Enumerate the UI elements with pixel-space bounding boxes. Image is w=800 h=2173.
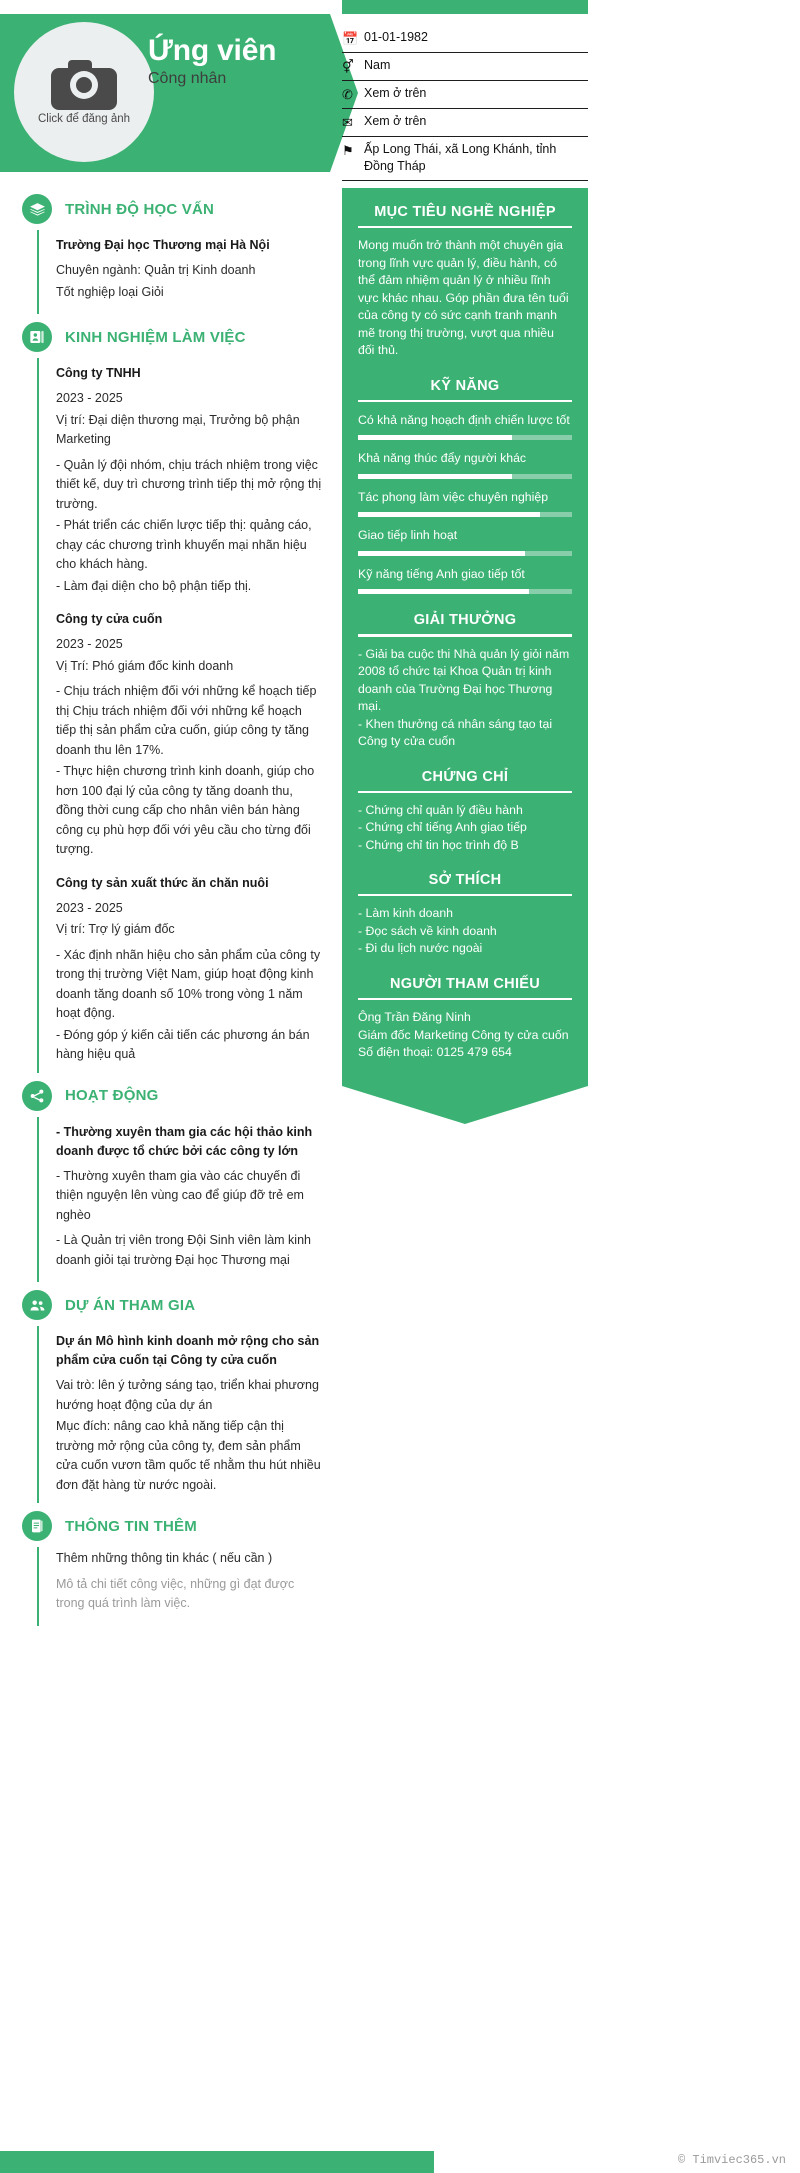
candidate-role: Công nhân [148,70,227,87]
job-period: 2023 - 2025 [56,900,123,915]
additional-placeholder: Mô tả chi tiết công việc, những gì đạt được trong quá trình làm việc. [56,1576,295,1610]
contact-top-accent [342,0,588,14]
additional-section [22,1505,322,1626]
section-rule [358,998,572,1000]
contact-row [342,25,588,53]
experience-title: KINH NGHIỆM LÀM VIỆC [65,328,246,346]
skill-bar-fill [358,512,540,517]
skill-label: Có khả năng hoạch định chiến lược tốt [358,412,570,427]
job-company: Công ty TNHH [56,366,141,380]
reference-line: Số điện thoại: 0125 479 654 [358,1045,512,1060]
photo-upload-button[interactable] [14,22,154,162]
gender-icon: ⚥ [342,59,354,74]
job-bullet: - Xác định nhãn hiệu cho sản phẩm của công ty trong thị trường Việt Nam, giúp hoạt động kinh doanh tăng doanh số 10% trong vòng 1 năm hoạt động. [56,947,321,1020]
skill-bar-fill [358,551,525,556]
projects-body [37,1326,322,1503]
certificate-item: - Chứng chỉ quản lý điều hành [358,802,523,817]
project-highlight: Dự án Mô hình kinh doanh mở rộng cho sản phẩm cửa cuốn tại Công ty cửa cuốn [56,1334,320,1367]
sidebar [342,188,588,1086]
spacer [56,598,322,606]
skill-bar-track [358,474,572,479]
job-bullet: - Chịu trách nhiệm đối với những kể hoạch tiếp thị Chịu trách nhiệm đối với những kể hoạch tiếp thị sản phẩm cửa cuốn, giúp công ty tăng doanh thu lên 17%. [56,684,317,757]
reference-line: Ông Trần Đăng Ninh [358,1010,471,1025]
section-rule [358,226,572,228]
job-position: Vị trí: Đại diện thương mại, Trưởng bộ phận Marketing [56,412,300,446]
awards-title: GIẢI THƯỞNG [413,612,517,629]
books-icon [22,194,52,224]
additional-heading: Thêm những thông tin khác ( nếu cần ) [56,1551,273,1565]
objective-body: Mong muốn trở thành một chuyên gia trong lĩnh vực quản lý, điều hành, có thể đảm nhiệm quản lý ở nhiều lĩnh vực khác nhau. Góp phần đưa tên tuổi của công ty có sức cạnh tranh mạnh mẽ trong thị trường, vượt qua nhiều đối thủ. [358,238,569,358]
camera-icon [51,60,117,110]
reference-line: Giám đốc Marketing Công ty cửa cuốn [358,1027,569,1042]
main-column [22,188,322,1628]
job-bullet: - Làm đại diện cho bộ phận tiếp thị. [56,578,252,593]
people-icon [22,1290,52,1320]
education-major: Chuyên ngành: Quản trị Kinh doanh [56,263,256,277]
job-bullet: - Quản lý đội nhóm, chịu trách nhiệm trong việc thiết kế, duy trì chương trình tiếp thị mở rộng thị trường. [56,457,322,511]
contact-value: Nam [364,58,391,72]
hobbies-title: SỞ THÍCH [428,872,502,889]
education-header [22,188,322,230]
activities-body [37,1117,322,1283]
objective-title: MỤC TIÊU NGHỀ NGHIỆP [374,204,556,220]
footer-accent-bar [0,2151,434,2173]
share-icon [22,1081,52,1111]
job-company: Công ty cửa cuốn [56,612,163,626]
spacer [358,360,572,368]
hobby-item: - Đọc sách về kinh doanh [358,923,497,938]
section-rule [358,634,572,636]
award-item: - Giải ba cuộc thi Nhà quản lý giỏi năm 2008 tổ chức tại Khoa Quản trị kinh doanh của Trường Đại học Thương mại. [358,646,570,714]
job-bullet: - Thực hiện chương trình kinh doanh, giúp cho hơn 100 đại lý của công ty tăng doanh thu, đồng thời cung cấp cho nhân viên bán hàng công cụ phù hợp đối với yêu cầu cho từng đối tượng. [56,764,315,856]
reference-title: NGƯỜI THAM CHIẾU [389,975,541,992]
contact-value: Ấp Long Thái, xã Long Khánh, tỉnh Đồng Tháp [364,142,557,173]
activities-section [22,1075,322,1283]
activity-item: - Thường xuyên tham gia vào các chuyến đi thiện nguyện lên vùng cao để giúp đỡ trẻ em nghèo [56,1168,304,1222]
projects-header [22,1284,322,1326]
watermark: © Timviec365.vn [677,2153,786,2167]
skill-label: Kỹ năng tiếng Anh giao tiếp tốt [358,566,525,581]
contact-list [342,25,588,181]
projects-section [22,1284,322,1503]
project-item: Mục đích: nâng cao khả năng tiếp cận thị trường mở rộng của công ty, đem sản phẩm cửa cuốn vươn tầm quốc tế nhằm thu hút nhiều đơn đặt hàng từ nước ngoài. [56,1419,321,1492]
hobby-item: - Làm kinh doanh [358,906,454,921]
location-icon: ⚑ [342,143,354,158]
skill-label: Giao tiếp linh hoạt [358,528,458,543]
section-rule [358,894,572,896]
section-rule [358,791,572,793]
spacer [358,854,572,862]
contact-row [342,109,588,137]
contact-value: Xem ở trên [364,114,427,128]
mail-icon: ✉ [342,115,353,130]
job-company: Công ty sản xuất thức ăn chăn nuôi [56,875,269,890]
education-title: TRÌNH ĐỘ HỌC VẤN [65,200,215,218]
section-rule [358,400,572,402]
skills-title: KỸ NĂNG [430,377,500,394]
skill-bar-fill [358,474,512,479]
candidate-name: Ứng viên [148,34,277,67]
projects-title: DỰ ÁN THAM GIA [65,1296,196,1314]
additional-body [37,1547,322,1626]
sidebar-arrow-point [342,1086,588,1124]
activities-title: HOẠT ĐỘNG [65,1087,159,1104]
education-grade: Tốt nghiệp loại Giỏi [56,284,164,299]
skill-bar-fill [358,435,512,440]
phone-icon: ✆ [342,87,353,102]
contact-row [342,137,588,181]
skill-bar-track [358,551,572,556]
skill-bar-track [358,435,572,440]
hobby-item: - Đi du lịch nước ngoài [358,941,483,956]
spacer [358,751,572,759]
spacer [358,594,572,602]
activity-highlight: - Thường xuyên tham gia các hội thảo kinh doanh được tổ chức bởi các công ty lớn [56,1124,313,1158]
activities-header [22,1075,322,1117]
experience-header [22,316,322,358]
skill-label: Tác phong làm việc chuyên nghiệp [358,489,549,504]
skill-label: Khả năng thúc đẩy người khác [358,451,527,466]
spacer [56,862,322,870]
job-bullet: - Phát triển các chiến lược tiếp thị: quảng cáo, chạy các chương trình khuyến mại nhãn hiệu cho khách hàng. [56,518,312,571]
contact-row [342,81,588,109]
award-item: - Khen thưởng cá nhân sáng tạo tại Công ty cửa cuốn [358,716,553,749]
experience-section [22,316,322,1073]
job-bullet: - Đóng góp ý kiến cải tiến các phương án bán hàng hiệu quả [56,1027,310,1061]
calendar-icon: 📅 [342,31,359,46]
certificate-item: - Chứng chỉ tiếng Anh giao tiếp [358,820,527,835]
additional-header [22,1505,322,1547]
certificates-title: CHỨNG CHỈ [421,768,509,785]
additional-title: THÔNG TIN THÊM [65,1517,197,1535]
photo-caption: Click để đăng ảnh [37,112,131,125]
contact-row [342,53,588,81]
job-period: 2023 - 2025 [56,637,123,651]
id-card-icon [22,322,52,352]
job-position: Vị Trí: Phó giám đốc kinh doanh [56,658,234,673]
education-body [37,230,322,314]
contact-value: Xem ở trên [364,86,427,100]
education-section [22,188,322,314]
skill-bar-track [358,512,572,517]
spacer [358,958,572,966]
certificate-item: - Chứng chỉ tin học trình độ B [358,837,519,852]
education-school: Trường Đại học Thương mại Hà Nội [56,238,270,252]
contact-value: 01-01-1982 [364,30,428,44]
activity-item: - Là Quản trị viên trong Đội Sinh viên làm kinh doanh giỏi tại trường Đại học Thương mại [56,1233,311,1267]
note-icon [22,1511,52,1541]
experience-body [37,358,322,1073]
project-item: Vai trò: lên ý tưởng sáng tạo, triển khai phương hướng hoạt động của dự án [56,1378,319,1412]
job-position: Vị trí: Trợ lý giám đốc [56,922,175,936]
job-period: 2023 - 2025 [56,391,123,405]
